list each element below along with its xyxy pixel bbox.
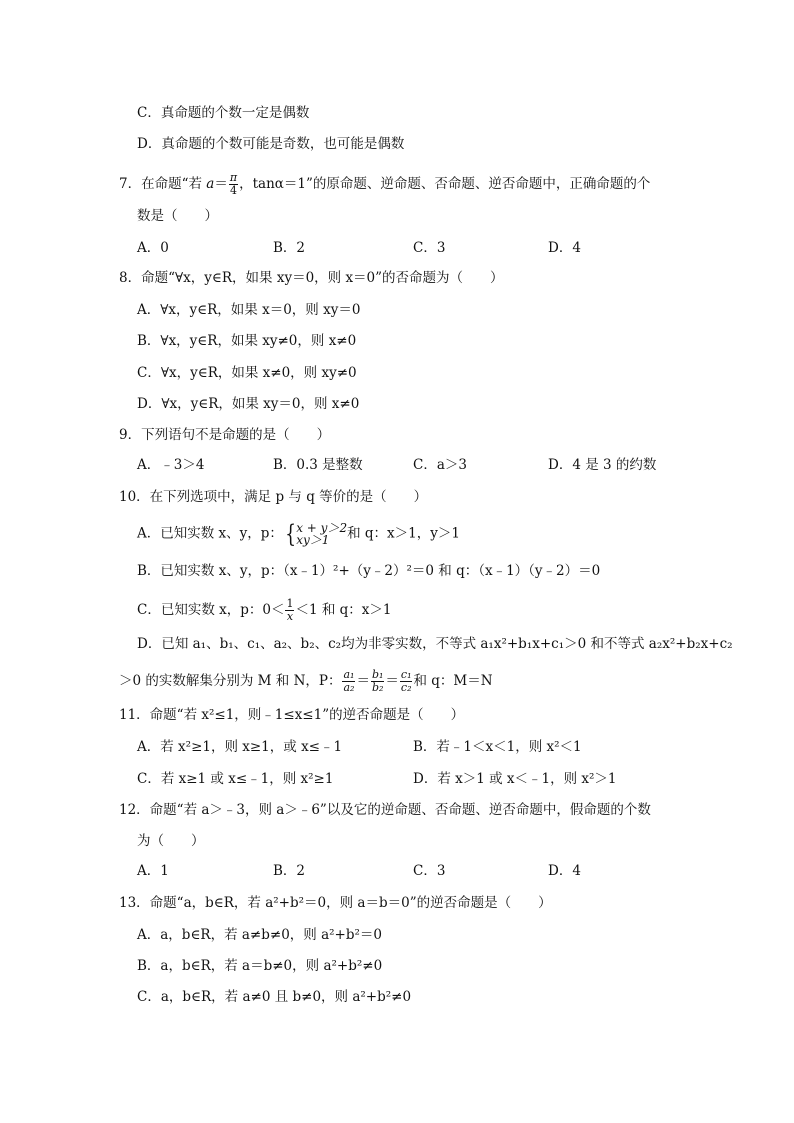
q9-option-d: D．4 是 3 的约数 (548, 457, 657, 473)
q8-option-c: C．∀x，y∈R，如果 x≠0，则 xy≠0 (137, 365, 357, 381)
q11-option-d: D．若 x＞1 或 x＜﹣1，则 x²＞1 (413, 771, 617, 787)
q13-option-b: B．a，b∈R，若 a＝b≠0，则 a²+b²≠0 (137, 958, 383, 974)
q7-option-b: B．2 (273, 240, 306, 256)
q11-option-a: A．若 x²≥1，则 x≥1，或 x≤﹣1 (137, 739, 343, 755)
q12-stem-line1: 12．命题“若 a＞﹣3，则 a＞﹣6”以及它的逆命题、否命题、逆否命题中，假命题的个数 (119, 802, 651, 818)
q12-stem-line2: 为（ ） (137, 833, 205, 849)
q8-option-d: D．∀x，y∈R，如果 xy＝0，则 x≠0 (137, 396, 360, 412)
q9-option-a: A．﹣3＞4 (137, 457, 205, 473)
q10-option-c: C．已知实数 x，p：0＜ $\frac{1}{x}$ ＜1 和 q：x＞1 (137, 597, 392, 623)
q13-option-c: C．a，b∈R，若 a≠0 且 b≠0，则 a²+b²≠0 (137, 989, 412, 1005)
c-ratio-fraction: $\frac{\text{c₁}}{\text{c₂}}$ (400, 668, 412, 694)
q13-option-a: A．a，b∈R，若 a≠b≠0，则 a²+b²＝0 (137, 927, 382, 943)
a-ratio-fraction: $\frac{\text{a₁}}{\text{a₂}}$ (343, 668, 355, 694)
q11-stem: 11．命题“若 x²≤1，则﹣1≤x≤1”的逆否命题是（ ） (119, 707, 465, 723)
q12-option-d: D．4 (548, 863, 581, 879)
q9-option-b: B．0.3 是整数 (273, 457, 363, 473)
q7-stem-line1: 7．在命题“若 a＝ $\frac{\pi}{4}$ ，tanα＝1”的原命题、逆命题、否命题、逆否命题中，正确命题的个 (119, 171, 651, 197)
q11-option-b: B．若﹣1＜x＜1，则 x²＜1 (413, 739, 582, 755)
q7-option-a: A．0 (137, 240, 169, 256)
q6-option-d: D．真命题的个数可能是奇数，也可能是偶数 (137, 136, 405, 152)
q10-option-a: A．已知实数 x、y，p：{ x + y＞2 xy＞1 和 q：x＞1，y＞1 (137, 520, 460, 548)
q10-option-d-line2: ＞0 的实数解集分别为 M 和 N，P： $\frac{\text{a₁}}{\text{a₂}}$ ＝ $\frac{\text{b₁}}{\text{b₂}}$ ＝ $\frac{\text{c₁}}{\text{c₂}}$ 和 q：M＝N (119, 668, 493, 694)
pi-over-4-fraction: $\frac{\pi}{4}$ (229, 171, 238, 197)
q8-stem: 8．命题“∀x，y∈R，如果 xy＝0，则 x＝0”的否命题为（ ） (119, 270, 504, 286)
q10-option-b: B．已知实数 x、y，p：（x﹣1）²+（y﹣2）²＝0 和 q：（x﹣1）（y﹣2）＝0 (137, 563, 601, 579)
q12-option-c: C．3 (413, 863, 446, 879)
q7-stem-line2: 数是（ ） (137, 208, 218, 224)
q10-stem: 10．在下列选项中，满足 p 与 q 等价的是（ ） (119, 489, 428, 505)
q13-stem: 13．命题“a，b∈R，若 a²+b²＝0，则 a＝b＝0”的逆否命题是（ ） (119, 895, 552, 911)
q6-option-c: C．真命题的个数一定是偶数 (137, 105, 310, 121)
q8-option-a: A．∀x，y∈R，如果 x＝0，则 xy＝0 (137, 302, 361, 318)
q8-option-b: B．∀x，y∈R，如果 xy≠0，则 x≠0 (137, 333, 357, 349)
q10-option-d-line1: D．已知 a₁、b₁、c₁、a₂、b₂、c₂均为非零实数，不等式 a₁x²+b₁x+c₁＞0 和不等式 a₂x²+b₂x+c₂ (137, 636, 733, 652)
q7-option-d: D．4 (548, 240, 581, 256)
one-over-x-fraction: $\frac{1}{x}$ (286, 597, 294, 623)
q12-option-a: A．1 (137, 863, 169, 879)
b-ratio-fraction: $\frac{\text{b₁}}{\text{b₂}}$ (371, 668, 384, 694)
q9-stem: 9．下列语句不是命题的是（ ） (119, 427, 331, 443)
inequality-system: x + y＞2 xy＞1 (296, 521, 348, 547)
brace-symbol: { (285, 520, 296, 548)
q12-option-b: B．2 (273, 863, 306, 879)
q11-option-c: C．若 x≥1 或 x≤﹣1，则 x²≥1 (137, 771, 334, 787)
q9-option-c: C．a＞3 (413, 457, 467, 473)
q7-option-c: C．3 (413, 240, 446, 256)
